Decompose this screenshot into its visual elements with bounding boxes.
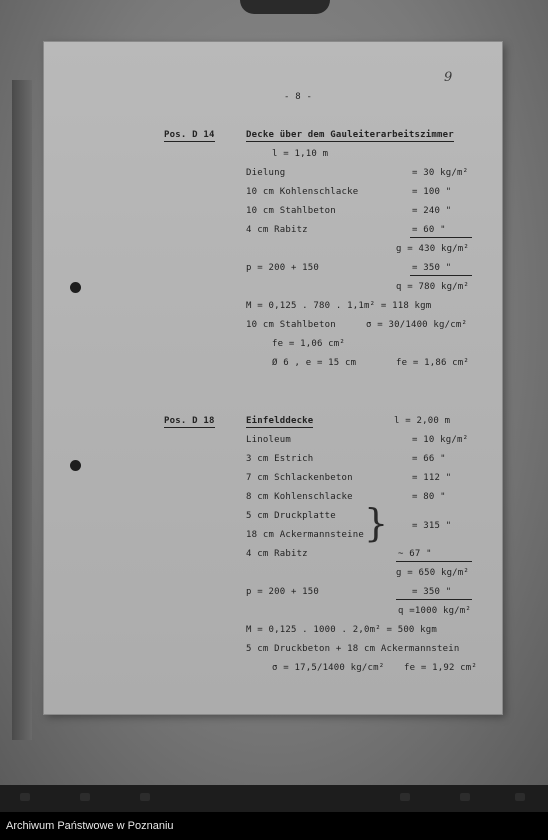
- film-perforation: [20, 793, 30, 801]
- pos1-load-name: 10 cm Stahlbeton: [246, 206, 336, 216]
- pos2-load-value: = 66 ": [412, 454, 446, 464]
- pos1-p-value: = 350 ": [412, 263, 452, 273]
- pos1-load-value: = 100 ": [412, 187, 452, 197]
- archive-footer: [0, 812, 548, 840]
- pencil-page-number: 9: [444, 70, 453, 85]
- document-page: [44, 42, 502, 714]
- pos1-moment: M = 0,125 . 780 . 1,1m² = 118 kgm: [246, 301, 432, 311]
- pos1-load-name: 10 cm Kohlenschlacke: [246, 187, 359, 197]
- punch-hole: [70, 460, 81, 471]
- film-perforation: [515, 793, 525, 801]
- film-perforation: [400, 793, 410, 801]
- pos2-p-value: = 350 ": [412, 587, 452, 597]
- pos2-load-value: = 315 ": [412, 521, 452, 531]
- pos2-load-name: 5 cm Druckplatte: [246, 511, 336, 521]
- pos2-p-formula: p = 200 + 150: [246, 587, 320, 597]
- brace: }: [364, 501, 389, 545]
- pos1-load-value: = 30 kg/m²: [412, 168, 469, 178]
- pos1-section: 10 cm Stahlbeton: [246, 320, 336, 330]
- pos1-q: q = 780 kg/m²: [396, 282, 470, 292]
- film-edge: [0, 785, 548, 812]
- sum-line: [410, 275, 472, 276]
- pos2-load-name: 3 cm Estrich: [246, 454, 314, 464]
- pos2-load-name: 7 cm Schlackenbeton: [246, 473, 353, 483]
- pos2-load-name: 8 cm Kohlenschlacke: [246, 492, 353, 502]
- sum-line: [410, 237, 472, 238]
- binding-strip: [12, 80, 32, 740]
- pos2-load-name: 18 cm Ackermannsteine: [246, 530, 364, 540]
- pos1-bars: Ø 6 , e = 15 cm: [272, 358, 357, 368]
- pos2-fe: fe = 1,92 cm²: [404, 663, 478, 673]
- pos1-stress: σ = 30/1400 kg/cm²: [366, 320, 468, 330]
- pos2-label: Pos. D 18: [164, 416, 215, 426]
- punch-hole: [70, 282, 81, 293]
- pos1-label: Pos. D 14: [164, 130, 215, 140]
- film-clip: [240, 0, 330, 14]
- archive-name: Archiwum Państwowe w Poznaniu: [6, 820, 174, 832]
- pos2-g: g = 650 kg/m²: [396, 568, 470, 578]
- pos1-fe: fe = 1,06 cm²: [272, 339, 346, 349]
- pos2-title: Einfelddecke: [246, 416, 314, 426]
- film-perforation: [80, 793, 90, 801]
- pos1-fe-provided: fe = 1,86 cm²: [396, 358, 470, 368]
- pos2-q: q =1000 kg/m²: [398, 606, 472, 616]
- film-perforation: [460, 793, 470, 801]
- sum-line: [396, 561, 472, 562]
- pos2-load-value: = 80 ": [412, 492, 446, 502]
- pos2-load-value: = 10 kg/m²: [412, 435, 469, 445]
- pos1-title: Decke über dem Gauleiterarbeitszimmer: [246, 130, 454, 140]
- pos2-load-name: 4 cm Rabitz: [246, 549, 308, 559]
- pos1-load-value: = 60 ": [412, 225, 446, 235]
- pos2-moment: M = 0,125 . 1000 . 2,0m² = 500 kgm: [246, 625, 438, 635]
- pos1-load-value: = 240 ": [412, 206, 452, 216]
- page-number: - 8 -: [284, 92, 313, 102]
- pos1-load-name: Dielung: [246, 168, 286, 178]
- pos1-load-name: 4 cm Rabitz: [246, 225, 308, 235]
- pos2-load-value: = 112 ": [412, 473, 452, 483]
- pos1-p-formula: p = 200 + 150: [246, 263, 320, 273]
- pos2-section: 5 cm Druckbeton + 18 cm Ackermannstein: [246, 644, 460, 654]
- pos2-load-name: Linoleum: [246, 435, 291, 445]
- pos1-g: g = 430 kg/m²: [396, 244, 470, 254]
- pos2-load-value: ~ 67 ": [398, 549, 432, 559]
- film-perforation: [140, 793, 150, 801]
- pos2-span: l = 2,00 m: [394, 416, 451, 426]
- pos1-span: l = 1,10 m: [272, 149, 329, 159]
- sum-line: [396, 599, 472, 600]
- pos2-stress: σ = 17,5/1400 kg/cm²: [272, 663, 385, 673]
